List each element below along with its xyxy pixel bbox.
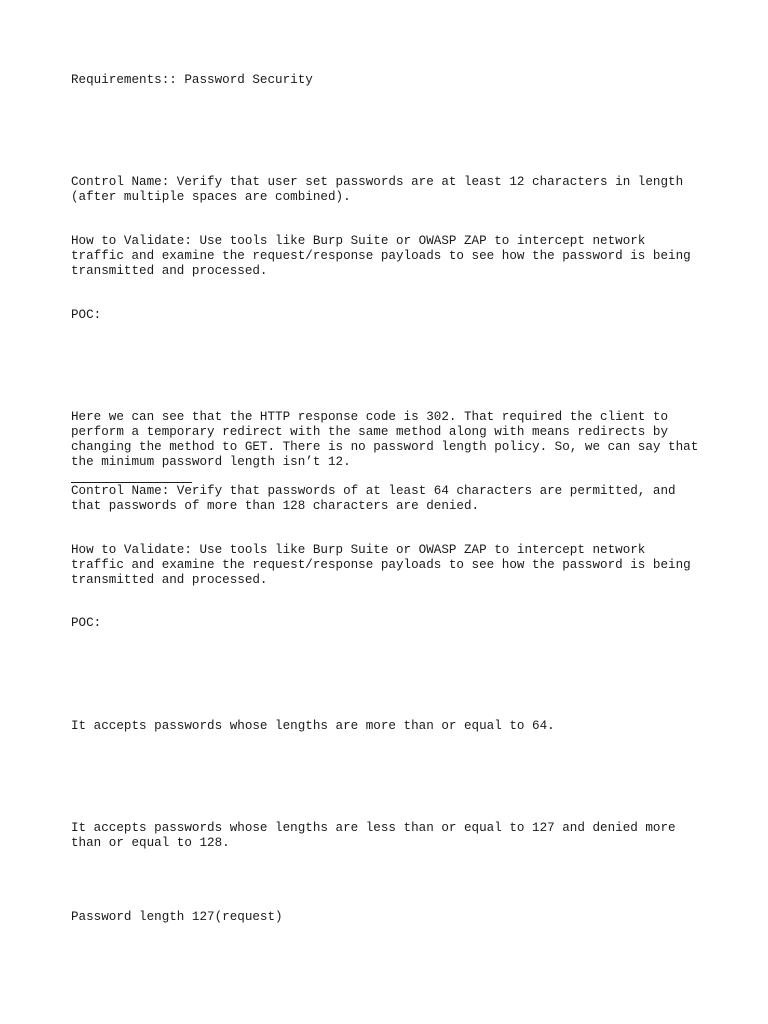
control-2-validate-line-2: traffic and examine the request/response payloads to see how the password is being bbox=[71, 558, 691, 572]
control-1-poc-label: POC: bbox=[71, 308, 102, 322]
control-1-name-line-2: (after multiple spaces are combined). bbox=[71, 190, 351, 204]
control-1-validate-line-3: transmitted and processed. bbox=[71, 264, 268, 278]
control-2-validate-line-1: How to Validate: Use tools like Burp Suite or OWASP ZAP to intercept network bbox=[71, 543, 646, 557]
control-2-name-line-1: Control Name: Verify that passwords of at least 64 characters are permitted, and bbox=[71, 484, 676, 498]
control-2-name-line-2: that passwords of more than 128 characters are denied. bbox=[71, 499, 480, 513]
control-1-name-line-1: Control Name: Verify that user set passwords are at least 12 characters in length bbox=[71, 175, 684, 189]
control-2-note-2-line-2: than or equal to 128. bbox=[71, 836, 230, 850]
control-2-poc-label: POC: bbox=[71, 616, 102, 630]
section-divider bbox=[71, 482, 192, 483]
control-1-validate-line-1: How to Validate: Use tools like Burp Suite or OWASP ZAP to intercept network bbox=[71, 234, 646, 248]
control-1-result-line-4: the minimum password length isn’t 12. bbox=[71, 455, 351, 469]
document-heading: Requirements:: Password Security bbox=[71, 73, 313, 87]
control-2-note-2-line-1: It accepts passwords whose lengths are less than or equal to 127 and denied more bbox=[71, 821, 676, 835]
control-1-result-line-1: Here we can see that the HTTP response code is 302. That required the client to bbox=[71, 410, 669, 424]
control-2-note-3: Password length 127(request) bbox=[71, 910, 283, 924]
control-1-result-line-3: changing the method to GET. There is no password length policy. So, we can say that bbox=[71, 440, 699, 454]
control-2-validate-line-3: transmitted and processed. bbox=[71, 573, 268, 587]
control-1-validate-line-2: traffic and examine the request/response payloads to see how the password is being bbox=[71, 249, 691, 263]
control-2-note-1: It accepts passwords whose lengths are more than or equal to 64. bbox=[71, 719, 555, 733]
control-1-result-line-2: perform a temporary redirect with the same method along with means redirects by bbox=[71, 425, 669, 439]
